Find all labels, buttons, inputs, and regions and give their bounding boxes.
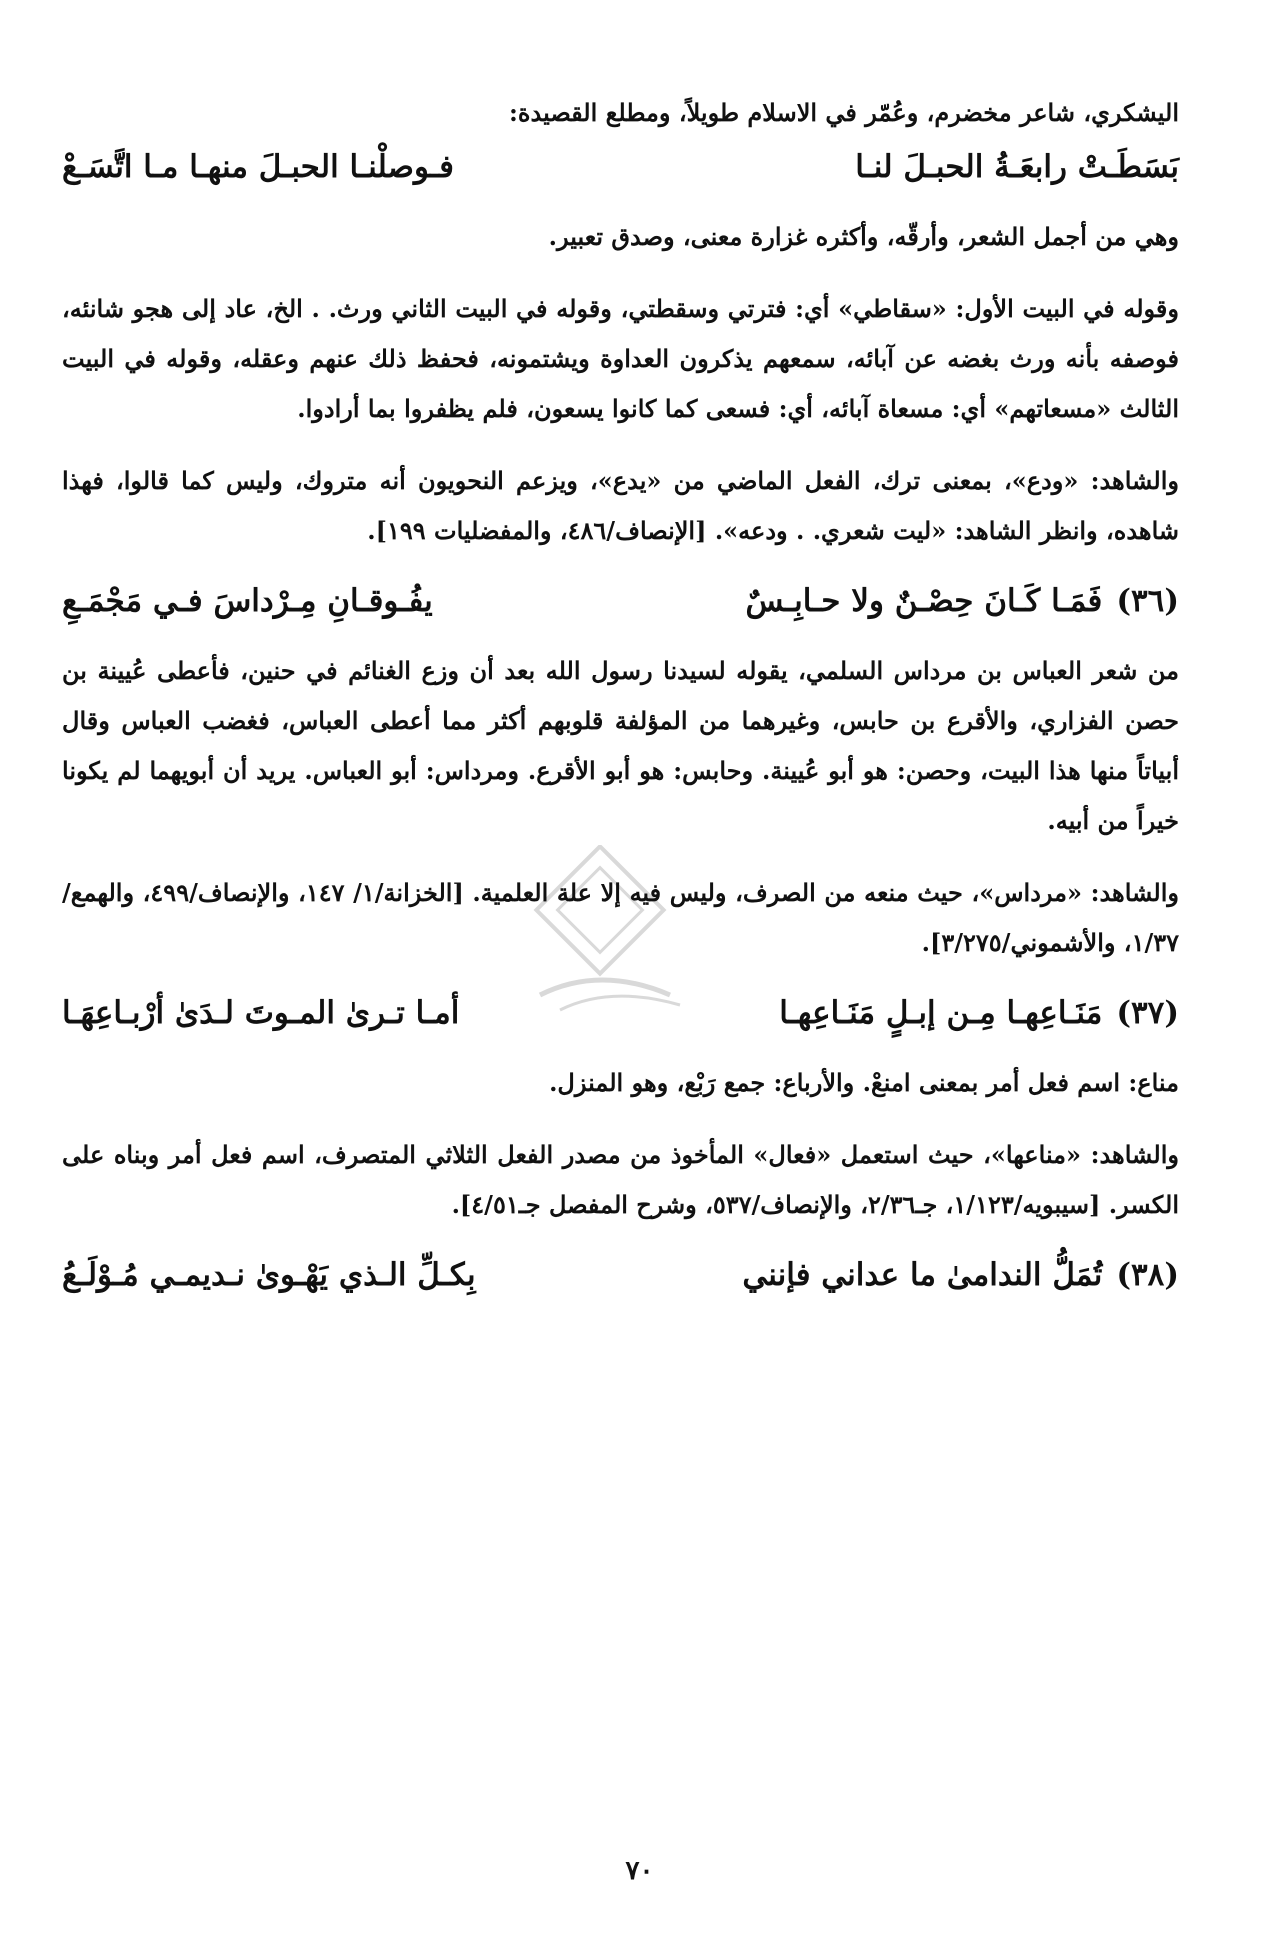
verse-37-number: (٣٧) (1116, 995, 1179, 1031)
verse-38-first-hemistich: تُمَلُّ الندامىٰ ما عداني فإنني (742, 1257, 1103, 1293)
verse-38 (62, 1244, 1179, 1306)
paragraph-commentary: وقوله في البيت الأول: «سقاطي» أي: فترتي وسقطتي، وقوله في البيت الثاني ورث. . الخ، عاد إلى هجو شانئه، فوصفه بأنه ورث بغضه عن آبائه، سمعهم يذكرون العداوة ويشتمونه، فحفظ ذلك عنهم وعقله، وقوله في البيت الثالث «مسعاتهم» أي: مسعاة آبائه، أي: فسعى كما كانوا يسعون، فلم يظفروا بما أرادوا. (62, 294, 1179, 423)
verse-36-first-hemistich: فَمَـا كَـانَ حِصْـنٌ ولا حـابِـسٌ (745, 583, 1103, 619)
paragraph-witness-1: والشاهد: «ودع»، بمعنى ترك، الفعل الماضي من «يدع»، ويزعم النحويون أنه متروك، وليس كما قالوا، فهذا شاهده، وانظر الشاهد: «ليت شعري. . ودعه». [الإنصاف/٤٨٦، والمفضليات ١٩٩]. (62, 466, 1179, 545)
paragraph-37: مناع: اسم فعل أمر بمعنى امنعْ. والأرباع: جمع رَبْع، وهو المنزل. (549, 1068, 1179, 1097)
page-body (62, 90, 1179, 1306)
verse-opening-second-hemistich: فـوصلْنـا الحبـلَ منهـا مـا اتَّسَـعْ (62, 149, 454, 185)
verse-37 (62, 982, 1179, 1044)
intro-line: اليشكري، شاعر مخضرم، وعُمّر في الاسلام طويلاً، ومطلع القصيدة: (509, 98, 1179, 127)
verse-37-second-hemistich: أمـا تـرىٰ المـوتَ لـدَىٰ أرْبـاعِهَـا (62, 995, 460, 1031)
verse-38-number: (٣٨) (1116, 1257, 1179, 1293)
verse-opening-first-hemistich: بَسَطَـتْ رابعَـةُ الحبـلَ لنـا (855, 149, 1179, 185)
verse-38-second-hemistich: بِكـلِّ الـذي يَهْـوىٰ نـديمـي مُـوْلَـعُ (62, 1257, 476, 1293)
verse-opening (62, 136, 1179, 198)
verse-36-number: (٣٦) (1116, 583, 1179, 619)
paragraph-quality: وهي من أجمل الشعر، وأرقّه، وأكثره غزارة معنى، وصدق تعبير. (548, 222, 1179, 251)
paragraph-witness-36: والشاهد: «مرداس»، حيث منعه من الصرف، وليس فيه إلا علة العلمية. [الخزانة/١/ ١٤٧، والإنصاف/٤٩٩، والهمع/١/٣٧، والأشموني/٣/٢٧٥]. (62, 878, 1179, 957)
verse-37-first-hemistich: مَنَـاعِهـا مِـن إبـلٍ مَنَـاعِهـا (779, 995, 1103, 1031)
page-number: ٧٠ (625, 1856, 654, 1886)
verse-36 (62, 570, 1179, 632)
paragraph-witness-37: والشاهد: «مناعها»، حيث استعمل «فعال» المأخوذ من مصدر الفعل الثلاثي المتصرف، اسم فعل أمر وبناه على الكسر. [سيبويه/١/١٢٣، جـ٢/٣٦، والإنصاف/٥٣٧، وشرح المفصل جـ٤/٥١]. (62, 1140, 1179, 1219)
verse-36-second-hemistich: يفُـوقـانِ مِـرْداسَ فـي مَجْمَـعِ (62, 583, 433, 619)
paragraph-36: من شعر العباس بن مرداس السلمي، يقوله لسيدنا رسول الله بعد أن وزع الغنائم في حنين، فأعطى عُيينة بن حصن الفزاري، والأقرع بن حابس، وغيرهما من المؤلفة قلوبهم أكثر مما أعطى العباس، فغضب العباس وقال أبياتاً منها هذا البيت، وحصن: هو أبو عُيينة. وحابس: هو أبو الأقرع. ومرداس: أبو العباس. يريد أن أبويهما لم يكونا خيراً من أبيه. (62, 656, 1179, 835)
